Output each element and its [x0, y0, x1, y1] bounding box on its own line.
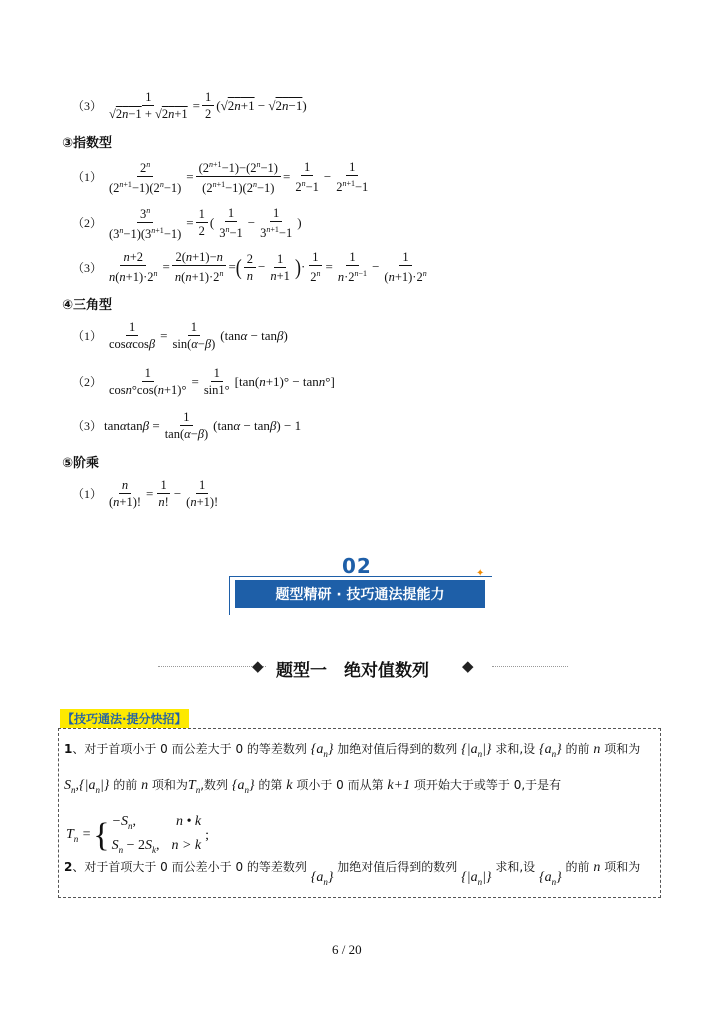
tip-label: 【技巧通法·提分快招】: [60, 709, 189, 728]
formula-trig-3: （3） tanαtanβ = $\frac{1}{\tan(\alpha-\beta)}$ (tanα − tanβ) − 1: [72, 410, 302, 441]
item-label: （1）: [72, 487, 103, 501]
fraction: $\frac{1}{2}$: [202, 90, 214, 121]
content-line-4: 2、对于首项大于 0 而公差小于 0 的等差数列 $\{a_n\}$ 加绝对值后得到的数列 $\{|a_n|\}$ 求和,设 $\{a_n\}$ 的前 n 项和为: [64, 860, 641, 887]
item-label: （2）: [72, 216, 103, 231]
item-label: （3）: [72, 260, 103, 275]
text: 项开始大于或等于 0,于是有: [413, 778, 562, 792]
text: 项和为: [604, 742, 641, 756]
formula-trig-1: （1） $\frac{1}{\cos\alpha\cos\beta}$ = $\frac{1}{\sin(\alpha-\beta)}$ (tanα − tanβ): [72, 320, 288, 351]
content-line-1: 1、对于首项小于 0 而公差大于 0 的等差数列 $\{a_n\}$ 加绝对值后得到的数列 $\{|a_n|\}$ 求和,设 $\{a_n\}$ 的前 n 项和为: [64, 742, 641, 759]
formula-factorial-1: （1） $\frac{n}{(n+1)!}$ = $\frac{1}{n!}$ − $\frac{1}{(n+1)!}$: [72, 478, 219, 509]
item-label: （1）: [72, 170, 103, 185]
case-1-expr: −S: [111, 814, 129, 829]
topic-title: 题型一 绝对值数列: [276, 661, 429, 681]
piecewise-formula: $T_n$ = { $-S_n$, n • k $S_n - 2S_k$, n > k ;: [66, 814, 210, 855]
case-2-expr: S: [111, 837, 119, 853]
text: 、对于首项小于 0 而公差大于 0 的等差数列: [72, 742, 307, 756]
text: 、对于首项大于 0 而公差小于 0 的等差数列: [72, 860, 307, 874]
text: 项和为: [604, 860, 641, 874]
banner-title: 题型精研 · 技巧通法提能力: [235, 580, 485, 608]
case-2-condition: n > k: [171, 837, 202, 853]
item-number: 1: [64, 742, 73, 756]
section-title-exponential: ③指数型: [62, 136, 113, 151]
item-label: （2）: [72, 375, 103, 389]
formula-exp-2: （2） $\frac{3^n}{(3^n-1)(3^{n+1}-1)}$ = $\frac{1}{2}$ ( $\frac{1}{3^n-1}$ − $\frac{1}{3^{n+1}-1}$ ): [72, 205, 302, 242]
text: 的前: [565, 742, 590, 756]
banner-number: 02: [342, 554, 372, 578]
content-line-2: $S_n,\{|a_n|\}$ 的前 n 项和为$T_n$,数列 $\{a_n\}$ 的第 k 项小于 0 而从第 k+1 项开始大于或等于 0,于是有: [64, 778, 562, 795]
formula-exp-1: （1） $\frac{2^n}{(2^{n+1}-1)(2^n-1)}$ = $\frac{(2^{n+1}-1)-(2^n-1)}{(2^{n+1}-1)(2^n-1)}$ = $\frac{1}{2^n-1}$ − $\frac{1}{2^{n+1}-1}$: [72, 159, 369, 196]
formula-exp-3: （3） $\frac{n+2}{n(n+1)\cdot 2^n}$ = $\frac{2(n+1)-n}{n(n+1)\cdot 2^n}$ = ( $\frac{2}{n}$ − $\frac{1}{n+1}$ ) · $\frac{1}{2^n}$ = $\frac{1}{n\cdot 2^{n-1}}$ − $\frac{1}{(n+1)\cdot 2^n}$: [72, 250, 427, 285]
item-label: （1）: [72, 329, 103, 343]
formula-trig-2: （2） $\frac{1}{\cos n^\circ\cos(n+1)^\circ}$ = $\frac{1}{\sin 1^\circ}$ [tan(n+1)° − tann°]: [72, 366, 335, 397]
text: 加绝对值后得到的数列: [337, 742, 458, 756]
item-number: 2: [64, 860, 73, 874]
text: 求和,设: [495, 860, 536, 874]
section-title-factorial: ⑤阶乘: [62, 456, 100, 471]
text: ,数列: [200, 778, 229, 792]
fraction: $\frac{1}{√2n-1 + √2n+1}$: [109, 90, 188, 121]
case-1-condition: n • k: [176, 814, 202, 829]
divider-right: [492, 666, 568, 667]
diamond-icon: ◆: [252, 657, 264, 675]
text: 项小于 0 而从第: [296, 778, 384, 792]
text: 项和为: [151, 778, 188, 792]
text: 的前: [565, 860, 590, 874]
diamond-icon: ◆: [462, 657, 474, 675]
text: 求和,设: [495, 742, 536, 756]
section-title-trig: ④三角型: [62, 298, 113, 313]
item-label: （3）: [72, 419, 103, 433]
page-number: 6 / 20: [332, 942, 362, 957]
sparkle-icon: ✦: [476, 568, 485, 579]
text: 的第: [258, 778, 283, 792]
text: 加绝对值后得到的数列: [337, 860, 458, 874]
divider-left: [158, 666, 266, 667]
item-label: （3）: [72, 99, 103, 113]
text: 的前: [113, 778, 138, 792]
formula-radical-3: （3） $\frac{1}{√2n-1 + √2n+1}$ = $\frac{1}{2}$ (√2n+1 − √2n−1): [72, 90, 307, 121]
